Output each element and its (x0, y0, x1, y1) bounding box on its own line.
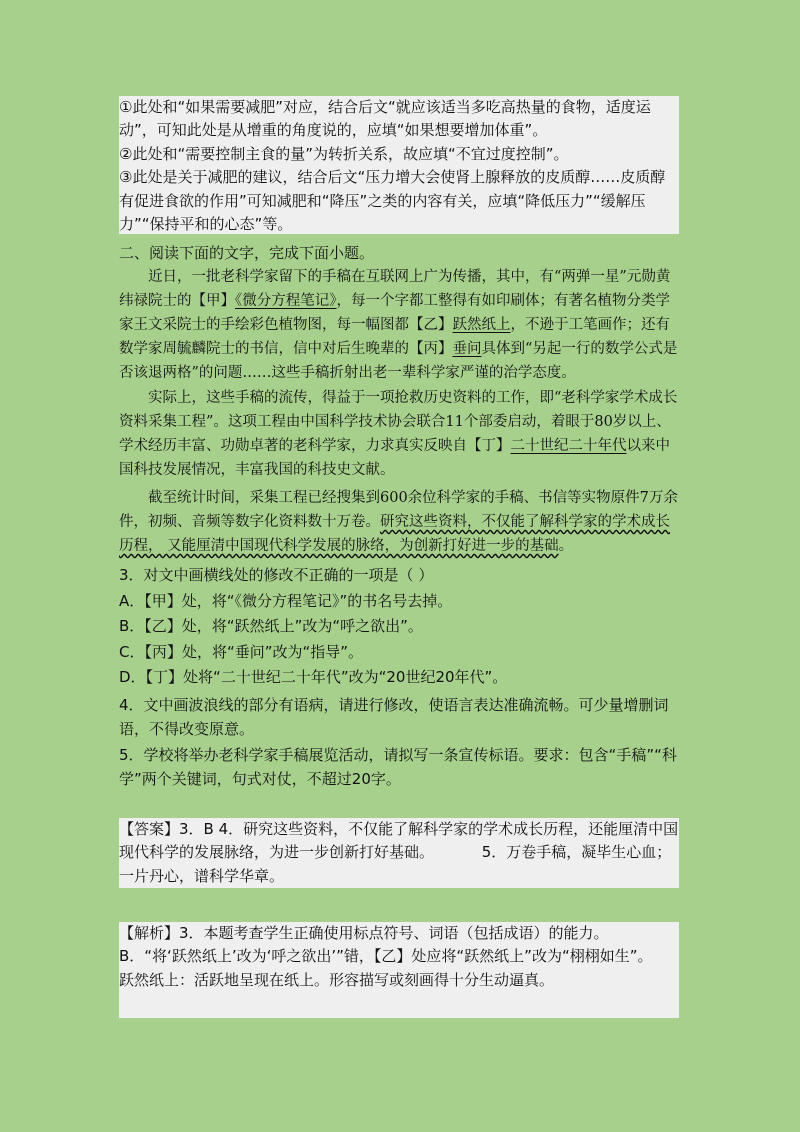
answer-box (119, 818, 679, 888)
previous-answer-box (119, 96, 679, 234)
passage-paragraph-1: 近日，一批老科学家留下的手稿在互联网上广为传播，其中，有“两弹一星”元勋黄纬禄院士的【甲】《微分方程笔记》，每一个字都工整得有如印刷体；有著名植物分类学家王文采院士的手绘彩色植物图，每一幅图都【乙】跃然纸上，不逊于工笔画作；还有数学家周毓麟院士的书信，信中对后生晚辈的【丙】垂问具体到“另起一行的数学公式是否该退两格”的问题……这些手稿折射出老一辈科学家严谨的治学态度。 (119, 269, 678, 381)
section-heading: 二、阅读下面的文字，完成下面小题。 (119, 244, 375, 262)
wavy-underline-sentence: 研究这些资料，不仅能了解科学家的学术成长历程， 又能厘清中国现代科学发展的脉络，为创新打好进一步的基础 (119, 514, 670, 554)
analysis-line-1: 【解析】3．本题考查学生正确使用标点符号、词语（包括成语）的能力。 (119, 924, 609, 942)
answer-line: 【答案】3．B 4．研究这些资料，不仅能了解科学家的学术成长历程，还能厘清中国现代科学的发展脉络，为进一步创新打好基础。 (119, 820, 679, 862)
passage-paragraph-3: 截至统计时间，采集工程已经搜集到600余位科学家的手稿、书信等实物原件7万余件，初频、音频等数字化资料数十万卷。研究这些资料，不仅能了解科学家的学术成长历程， 又能厘清中国现代科学发展的脉络，为创新打好进一步的基础。 (119, 490, 678, 554)
question-5: 5．学校将举办老科学家手稿展览活动，请拟写一条宣传标语。要求：包含“手稿”“科学”两个关键词，句式对仗，不超过20字。 (119, 746, 677, 788)
underline-yi: 跃然纸上 (452, 317, 511, 333)
option-d: D．【丁】处将“二十世纪二十年代”改为“20世纪20年代”。 (119, 668, 508, 686)
analysis-line-3: 跃然纸上：活跃地呈现在纸上。形容描写或刻画得十分生动逼真。 (119, 970, 555, 989)
question-3: 3．对文中画横线处的修改不正确的一项是（ ） (119, 566, 434, 584)
analysis-line-2: B．“将‘跃然纸上’改为‘呼之欲出’”错，【乙】处应将“跃然纸上”改为“栩栩如生”。 (119, 947, 653, 966)
option-b: B．【乙】处，将“跃然纸上”改为“呼之欲出”。 (119, 617, 423, 635)
option-a: A．【甲】处，将“《微分方程笔记》”的书名号去掉。 (119, 592, 453, 610)
option-c: C．【丙】处，将“垂问”改为“指导”。 (119, 643, 364, 661)
underline-ding: 二十世纪二十年代 (510, 438, 627, 454)
underline-jia: 《微分方程笔记》 (235, 293, 337, 309)
answer-note-2: ②此处和“需要控制主食的量”为转折关系，故应填“不宜过度控制”。 (119, 144, 569, 163)
passage-paragraph-2: 实际上，这些手稿的流传，得益于一项抢救历史资料的工作，即“老科学家学术成长资料采集工程”。这项工程由中国科学技术协会联合11个部委启动，着眼于80岁以上、学术经历丰富、功勋卓著的老科学家，力求真实反映自【丁】二十世纪二十年代以来中国科技发展情况，丰富我国的科技史文献。 (119, 390, 678, 478)
answer-note-1: ①此处和“如果需要减肥”对应，结合后文“就应该适当多吃高热量的食物，适度运动”，可知此处是从增重的角度说的，应填“如果想要增加体重”。 (119, 98, 651, 140)
analysis-box (119, 922, 679, 1018)
underline-bing: 垂问 (452, 341, 482, 357)
answer-q5: 5．万卷手稿，凝毕生心血；一片丹心，谱科学华章。 (119, 843, 672, 885)
question-4: 4．文中画波浪线的部分有语病，请进行修改，使语言表达准确流畅。可少量增删词语，不得改变原意。 (119, 696, 669, 738)
answer-note-3: ③此处是关于减肥的建议，结合后文“压力增大会使肾上腺释放的皮质醇……皮质醇有促进食欲的作用”可知减肥和“降压”之类的内容有关，应填“降低压力”“缓解压力”“保持平和的心态”等。 (119, 168, 666, 234)
